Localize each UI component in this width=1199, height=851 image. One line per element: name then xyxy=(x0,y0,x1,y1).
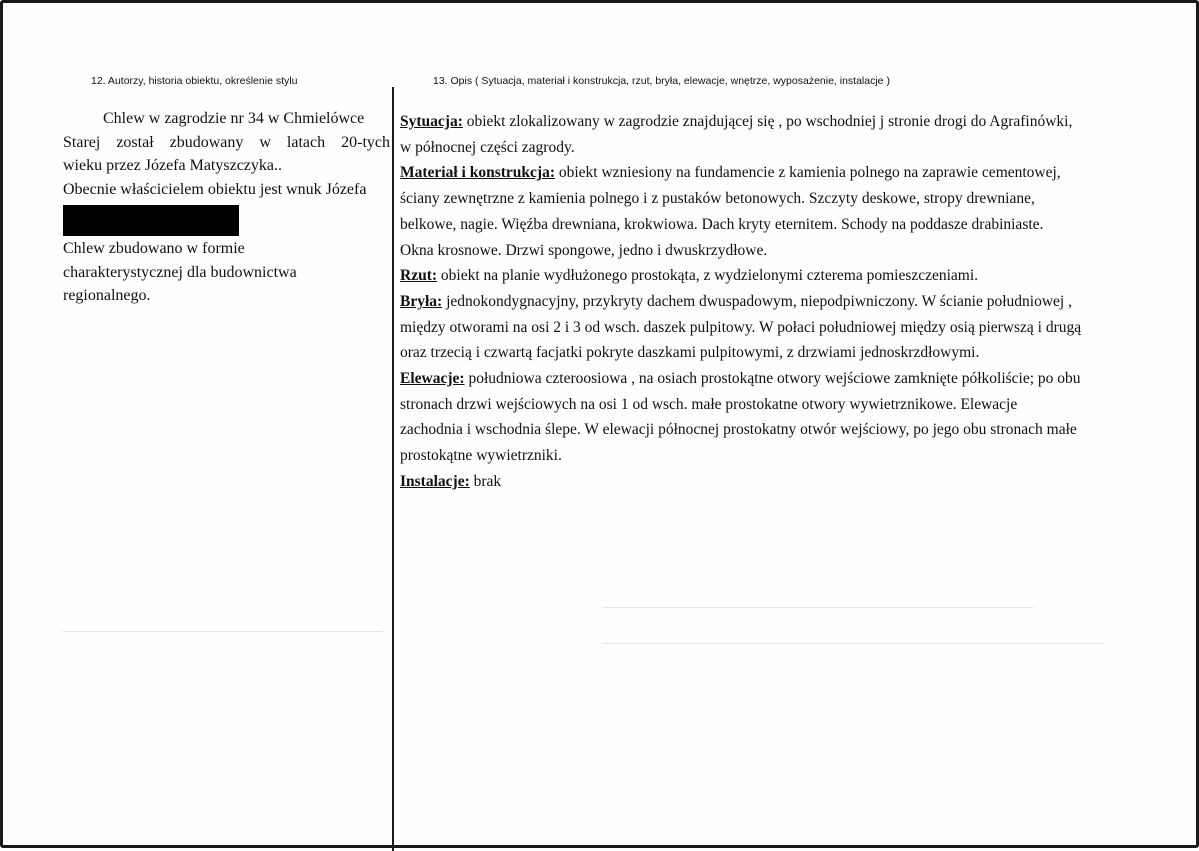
history-line xyxy=(63,237,390,261)
word: charakterystycznej xyxy=(63,263,183,281)
word: dla xyxy=(186,263,207,281)
material-line: ściany zewnętrzne z kamienia polnego i z pustaków betonowych. Szczyty deskowe, stropy drewniane, xyxy=(400,190,1035,208)
elewacje-line xyxy=(400,366,1155,392)
sytuacja-text: obiekt zlokalizowany w zagrodzie znajdującej się , po wschodniej j stronie drogi do Agrafinówki, xyxy=(462,113,1073,130)
faint-show-through-line xyxy=(603,607,1033,608)
rzut-text: obiekt na planie wydłużonego prostokąta, z wydzielonymi czterema pomieszczeniami. xyxy=(437,267,979,285)
material-line xyxy=(400,160,1155,186)
sytuacja-label: Sytuacja: xyxy=(400,113,463,130)
instalacje-label: Instalacje: xyxy=(400,472,470,490)
material-line: belkowe, nagie. Więźba drewniana, krokwiowa. Dach kryty eternitem. Schody na poddasze drabiniaste. xyxy=(400,215,1044,233)
word: Chlew xyxy=(63,240,105,257)
instalacje-text: brak xyxy=(469,472,502,490)
material-text: obiekt wzniesiony na fundamencie z kamienia polnego na zaprawie cementowej, xyxy=(554,164,1061,182)
section-13-header: 13. Opis ( Sytuacja, materiał i konstrukcja, rzut, bryła, elewacje, wnętrze, wyposażenie, instalacje ) xyxy=(433,75,890,87)
sytuacja-line xyxy=(400,109,1155,135)
sytuacja-line: w północnej części zagrody. xyxy=(400,138,575,156)
history-line: Starej został zbudowany w latach 20-tych xyxy=(63,133,390,151)
faint-show-through-line xyxy=(63,631,383,632)
elewacje-line: zachodnia i wschodnia ślepe. W elewacji północnej prostokatny otwór wejściowy, po jego obu stronach małe xyxy=(400,421,1077,439)
column-divider xyxy=(392,87,394,851)
material-line: Okna krosnowe. Drzwi spongowe, jedno i dwuskrzydłowe. xyxy=(400,241,768,259)
history-column xyxy=(63,107,390,308)
bryla-line: oraz trzecią i czwartą facjatki pokryte daszkami pulpitowymi, z drzwiami jednoskrzdłowymi. xyxy=(400,344,980,362)
word: w xyxy=(186,240,199,257)
history-line xyxy=(63,261,390,285)
instalacje-line xyxy=(400,469,1155,495)
redaction-block xyxy=(63,205,239,236)
material-label: Materiał i konstrukcja: xyxy=(400,164,555,182)
elewacje-line: prostokątne wywietrzniki. xyxy=(400,447,562,465)
rzut-line xyxy=(400,263,1155,289)
history-line: regionalnego. xyxy=(63,287,151,304)
history-line: wieku przez Józefa Matyszczyka.. xyxy=(63,157,282,174)
section-12-header: 12. Autorzy, historia obiektu, określenie stylu xyxy=(91,75,298,87)
faint-show-through-line xyxy=(603,643,1103,644)
word: formie xyxy=(202,240,245,257)
elewacje-line: stronach drzwi wejściowych na osi 1 od wsch. małe prostokatne otwory wywietrznikowe. Elewacje xyxy=(400,395,1018,413)
elewacje-label: Elewacje: xyxy=(400,370,465,388)
bryla-line: między otworami na osi 2 i 3 od wsch. daszek pulpitowy. W połaci południowej między osią pierwszą i drugą xyxy=(400,318,1082,336)
bryla-label: Bryła: xyxy=(400,292,443,310)
history-line: Chlew w zagrodzie nr 34 w Chmielówce xyxy=(103,110,365,127)
description-column xyxy=(400,109,1155,495)
elewacje-text: południowa czteroosiowa , na osiach prostokątne otwory wejściowe zamknięte półkoliście; po obu xyxy=(464,370,1081,388)
bryla-line xyxy=(400,289,1155,315)
word: zbudowano xyxy=(108,240,183,257)
rzut-label: Rzut: xyxy=(400,267,438,285)
bryla-text: jednokondygnacyjny, przykryty dachem dwuspadowym, niepodpiwniczony. W ścianie południowej , xyxy=(442,292,1072,310)
history-line: Obecnie właścicielem obiektu jest wnuk Józefa xyxy=(63,180,367,198)
word: budownictwa xyxy=(210,263,297,281)
